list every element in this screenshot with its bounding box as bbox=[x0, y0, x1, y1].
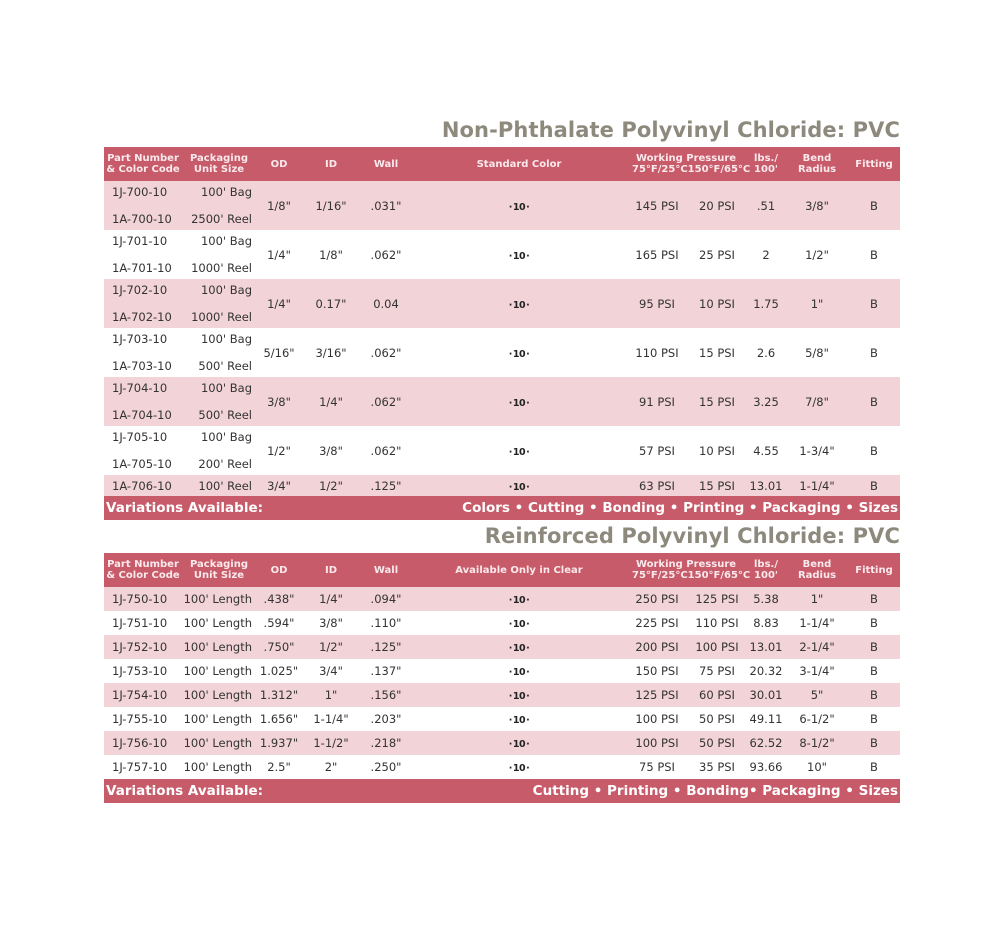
table-row bbox=[104, 377, 900, 426]
pressure-150-cell: 20 PSI bbox=[688, 181, 746, 230]
part-number-reel: 1A-700-10 bbox=[112, 212, 172, 226]
standard-color-cell bbox=[412, 731, 626, 755]
variations-list: Colors • Cutting • Bonding • Printing • Packaging • Sizes bbox=[462, 500, 898, 516]
part-number-cell bbox=[104, 328, 182, 377]
reinforced-variations-bar bbox=[104, 779, 900, 803]
od-cell: 1/8" bbox=[256, 181, 302, 230]
table-row bbox=[104, 181, 900, 230]
lbs-cell: 2.6 bbox=[756, 345, 776, 360]
header-id: ID bbox=[302, 147, 360, 181]
od-cell: 1.025" bbox=[259, 664, 299, 678]
temp-75: 75°F/25°C bbox=[632, 164, 688, 175]
standard-color-cell bbox=[412, 659, 626, 683]
packaging-stack bbox=[182, 230, 256, 279]
color-code-chip: · 10 · bbox=[509, 300, 529, 311]
reinforced-table-section bbox=[104, 553, 900, 803]
fitting-cell: B bbox=[848, 377, 900, 426]
part-number-reel: 1A-703-10 bbox=[112, 359, 172, 373]
lbs-cell: 3.25 bbox=[746, 377, 786, 426]
pressure-75-cell: 100 PSI bbox=[635, 712, 679, 726]
pvc-section-title: Non-Phthalate Polyvinyl Chloride: PVC bbox=[441, 118, 900, 142]
od-cell: 1.656" bbox=[259, 712, 299, 726]
part-number-cell: 1J-752-10 bbox=[104, 635, 182, 659]
id-cell: 3/16" bbox=[315, 345, 347, 360]
packaging-reel: 1000' Reel bbox=[191, 261, 252, 275]
part-number-cell bbox=[104, 181, 182, 230]
fitting-cell: B bbox=[870, 760, 878, 774]
wall-cell: .062" bbox=[370, 443, 402, 458]
header-color: Standard Color bbox=[412, 147, 626, 181]
lbs-cell: 4.55 bbox=[753, 443, 779, 458]
part-number-cell bbox=[104, 230, 182, 279]
table-row bbox=[104, 731, 900, 755]
pressure-150-cell: 50 PSI bbox=[688, 731, 746, 755]
part-number-stack bbox=[104, 377, 182, 426]
color-code-chip: · 10 · bbox=[509, 643, 529, 654]
packaging-cell bbox=[182, 328, 256, 377]
table-row bbox=[104, 707, 900, 731]
header-od: OD bbox=[256, 553, 302, 587]
fitting-cell: B bbox=[870, 443, 878, 458]
part-number-cell: 1J-751-10 bbox=[112, 616, 168, 630]
id-cell: 0.17" bbox=[302, 279, 360, 328]
pressure-75-cell: 100 PSI bbox=[626, 731, 688, 755]
table-row bbox=[104, 611, 900, 635]
wall-cell: .218" bbox=[360, 731, 412, 755]
color-code-chip: · 10 · bbox=[509, 763, 529, 774]
fitting-cell: B bbox=[870, 664, 878, 678]
packaging-bag: 100' Bag bbox=[200, 185, 252, 199]
working-pressure-label: Working Pressure bbox=[635, 153, 737, 164]
packaging-cell bbox=[182, 426, 256, 475]
color-code-chip: · 10 · bbox=[509, 667, 529, 678]
wall-cell: .110" bbox=[370, 616, 402, 630]
id-cell: 1-1/4" bbox=[313, 712, 349, 726]
lbs-cell: 5.38 bbox=[746, 587, 786, 611]
od-cell: 1.312" bbox=[256, 683, 302, 707]
packaging-cell: 100' Reel bbox=[182, 475, 256, 496]
bend-radius-cell: 8-1/2" bbox=[786, 731, 848, 755]
part-number-stack bbox=[104, 328, 182, 377]
lbs-cell: 49.11 bbox=[749, 712, 783, 726]
pressure-150-cell: 110 PSI bbox=[695, 616, 739, 630]
pressure-75-cell: 125 PSI bbox=[626, 683, 688, 707]
bend-radius-cell: 1-3/4" bbox=[799, 443, 835, 458]
table-row bbox=[104, 659, 900, 683]
part-number-stack bbox=[104, 230, 182, 279]
od-cell: 1/4" bbox=[256, 279, 302, 328]
packaging-cell bbox=[182, 279, 256, 328]
bend-radius-cell: 1-1/4" bbox=[786, 475, 848, 496]
id-cell: 3/8" bbox=[319, 443, 343, 458]
od-cell: 3/8" bbox=[256, 377, 302, 426]
header-packaging: Packaging Unit Size bbox=[182, 147, 256, 181]
wall-cell: .125" bbox=[360, 635, 412, 659]
lbs-cell: 62.52 bbox=[746, 731, 786, 755]
od-cell: .438" bbox=[256, 587, 302, 611]
wall-cell: .094" bbox=[360, 587, 412, 611]
color-code-chip: · 10 · bbox=[509, 398, 529, 409]
lbs-cell: 2 bbox=[762, 247, 770, 262]
fitting-cell: B bbox=[870, 345, 878, 360]
od-cell: 5/16" bbox=[263, 345, 295, 360]
header-part-number: Part Number & Color Code bbox=[104, 553, 182, 587]
packaging-reel: 2500' Reel bbox=[191, 212, 252, 226]
header-bend-radius: Bend Radius bbox=[786, 553, 848, 587]
packaging-cell: 100' Length bbox=[182, 683, 256, 707]
working-pressure-temps bbox=[626, 164, 751, 175]
temp-75: 75°F/25°C bbox=[632, 570, 688, 581]
color-code-chip: · 10 · bbox=[509, 619, 529, 630]
header-fitting: Fitting bbox=[848, 147, 900, 181]
part-number-reel: 1A-705-10 bbox=[112, 457, 172, 471]
table-row bbox=[104, 587, 900, 611]
standard-color-cell bbox=[412, 475, 626, 496]
packaging-cell: 100' Length bbox=[183, 664, 252, 678]
wall-cell: .062" bbox=[370, 345, 402, 360]
table-row bbox=[104, 475, 900, 496]
part-number-cell: 1J-757-10 bbox=[112, 760, 168, 774]
packaging-reel: 500' Reel bbox=[198, 408, 252, 422]
packaging-stack bbox=[182, 426, 256, 475]
packaging-reel: 500' Reel bbox=[198, 359, 252, 373]
part-number-bag: 1J-705-10 bbox=[112, 430, 168, 444]
variations-label: Variations Available: bbox=[106, 783, 264, 799]
bend-radius-cell: 1/2" bbox=[805, 247, 829, 262]
wall-cell: .137" bbox=[370, 664, 402, 678]
lbs-cell: 8.83 bbox=[753, 616, 779, 630]
pressure-75-cell: 225 PSI bbox=[635, 616, 679, 630]
pressure-150-cell: 50 PSI bbox=[699, 712, 735, 726]
part-number-bag: 1J-704-10 bbox=[112, 381, 168, 395]
fitting-cell: B bbox=[870, 712, 878, 726]
pressure-150-cell: 25 PSI bbox=[699, 247, 735, 262]
pressure-150-cell: 35 PSI bbox=[699, 760, 735, 774]
pressure-75-cell: 91 PSI bbox=[626, 377, 688, 426]
standard-color-cell bbox=[412, 683, 626, 707]
packaging-bag: 100' Bag bbox=[200, 234, 252, 248]
bend-radius-cell: 3-1/4" bbox=[799, 664, 835, 678]
standard-color-cell bbox=[412, 377, 626, 426]
reinforced-section-title: Reinforced Polyvinyl Chloride: PVC bbox=[484, 524, 900, 548]
part-number-reel: 1A-704-10 bbox=[112, 408, 172, 422]
bend-radius-cell: 10" bbox=[807, 760, 827, 774]
packaging-cell: 100' Length bbox=[182, 635, 256, 659]
color-code-chip: · 10 · bbox=[509, 202, 529, 213]
standard-color-cell bbox=[412, 279, 626, 328]
part-number-stack bbox=[104, 279, 182, 328]
table-row bbox=[104, 426, 900, 475]
od-cell: 3/4" bbox=[256, 475, 302, 496]
bend-radius-cell: 5/8" bbox=[805, 345, 829, 360]
fitting-cell: B bbox=[848, 475, 900, 496]
variations-list: Cutting • Printing • Bonding• Packaging • Sizes bbox=[532, 783, 898, 799]
packaging-cell: 100' Length bbox=[183, 712, 252, 726]
pressure-75-cell: 145 PSI bbox=[626, 181, 688, 230]
packaging-cell bbox=[182, 230, 256, 279]
part-number-bag: 1J-700-10 bbox=[112, 185, 168, 199]
part-number-bag: 1J-703-10 bbox=[112, 332, 168, 346]
standard-color-cell bbox=[412, 611, 626, 635]
fitting-cell: B bbox=[848, 279, 900, 328]
wall-cell: .031" bbox=[360, 181, 412, 230]
part-number-cell: 1A-706-10 bbox=[104, 475, 182, 496]
standard-color-cell bbox=[412, 755, 626, 779]
wall-cell: .125" bbox=[360, 475, 412, 496]
id-cell: 3/4" bbox=[319, 664, 343, 678]
header-lbs: lbs./ 100' bbox=[746, 147, 786, 181]
color-code-chip: · 10 · bbox=[509, 251, 529, 262]
pressure-75-cell: 95 PSI bbox=[626, 279, 688, 328]
pressure-150-cell: 100 PSI bbox=[688, 635, 746, 659]
color-code-chip: · 10 · bbox=[509, 739, 529, 750]
header-lbs: lbs./ 100' bbox=[746, 553, 786, 587]
lbs-cell: 20.32 bbox=[749, 664, 783, 678]
fitting-cell: B bbox=[870, 247, 878, 262]
pressure-75-cell: 75 PSI bbox=[639, 760, 675, 774]
header-working-pressure bbox=[626, 147, 751, 181]
part-number-cell bbox=[104, 279, 182, 328]
table-header-row bbox=[104, 553, 900, 587]
table-row bbox=[104, 683, 900, 707]
table-row bbox=[104, 328, 900, 377]
table-row bbox=[104, 755, 900, 779]
part-number-stack bbox=[104, 181, 182, 230]
wall-cell: 0.04 bbox=[360, 279, 412, 328]
color-code-chip: · 10 · bbox=[509, 715, 529, 726]
fitting-cell: B bbox=[848, 731, 900, 755]
packaging-cell: 100' Length bbox=[182, 587, 256, 611]
part-number-reel: 1A-701-10 bbox=[112, 261, 172, 275]
header-bend-radius: Bend Radius bbox=[786, 147, 848, 181]
lbs-cell: 1.75 bbox=[746, 279, 786, 328]
bend-radius-cell: 5" bbox=[786, 683, 848, 707]
lbs-cell: 30.01 bbox=[746, 683, 786, 707]
header-working-pressure bbox=[626, 553, 751, 587]
pvc-variations-bar bbox=[104, 496, 900, 520]
od-cell: 1/4" bbox=[267, 247, 291, 262]
bend-radius-cell: 7/8" bbox=[786, 377, 848, 426]
part-number-cell: 1J-750-10 bbox=[104, 587, 182, 611]
variations-label: Variations Available: bbox=[106, 500, 264, 516]
packaging-reel: 200' Reel bbox=[198, 457, 252, 471]
packaging-bag: 100' Bag bbox=[200, 430, 252, 444]
od-cell: 1.937" bbox=[256, 731, 302, 755]
standard-color-cell bbox=[412, 181, 626, 230]
working-pressure-label: Working Pressure bbox=[635, 559, 737, 570]
pressure-75-cell: 150 PSI bbox=[635, 664, 679, 678]
header-id: ID bbox=[302, 553, 360, 587]
packaging-stack bbox=[182, 328, 256, 377]
reinforced-spec-table bbox=[104, 553, 900, 779]
part-number-cell: 1J-756-10 bbox=[104, 731, 182, 755]
id-cell: 3/8" bbox=[319, 616, 343, 630]
standard-color-cell bbox=[412, 635, 626, 659]
bend-radius-cell: 3/8" bbox=[786, 181, 848, 230]
pressure-75-cell: 200 PSI bbox=[626, 635, 688, 659]
id-cell: 1-1/2" bbox=[302, 731, 360, 755]
pressure-75-cell: 110 PSI bbox=[635, 345, 679, 360]
id-cell: 1/8" bbox=[319, 247, 343, 262]
packaging-stack bbox=[182, 377, 256, 426]
packaging-reel: 1000' Reel bbox=[191, 310, 252, 324]
pressure-150-cell: 10 PSI bbox=[688, 279, 746, 328]
fitting-cell: B bbox=[848, 683, 900, 707]
bend-radius-cell: 1-1/4" bbox=[799, 616, 835, 630]
part-number-cell bbox=[104, 426, 182, 475]
pressure-75-cell: 57 PSI bbox=[639, 443, 675, 458]
color-code-chip: · 10 · bbox=[509, 691, 529, 702]
wall-cell: .250" bbox=[370, 760, 402, 774]
wall-cell: .203" bbox=[370, 712, 402, 726]
part-number-bag: 1J-701-10 bbox=[112, 234, 168, 248]
header-wall: Wall bbox=[360, 147, 412, 181]
lbs-cell: 93.66 bbox=[749, 760, 783, 774]
packaging-bag: 100' Bag bbox=[200, 381, 252, 395]
packaging-cell: 100' Length bbox=[182, 731, 256, 755]
color-code-chip: · 10 · bbox=[509, 349, 529, 360]
pvc-spec-table bbox=[104, 147, 900, 496]
bend-radius-cell: 1" bbox=[786, 587, 848, 611]
header-wall: Wall bbox=[360, 553, 412, 587]
lbs-cell: 13.01 bbox=[746, 475, 786, 496]
pressure-75-cell: 250 PSI bbox=[626, 587, 688, 611]
id-cell: 2" bbox=[324, 760, 338, 774]
packaging-bag: 100' Bag bbox=[200, 283, 252, 297]
wall-cell: .156" bbox=[360, 683, 412, 707]
part-number-cell: 1J-753-10 bbox=[112, 664, 168, 678]
standard-color-cell bbox=[412, 587, 626, 611]
temp-150: 150°F/65°C bbox=[687, 164, 751, 175]
fitting-cell: B bbox=[870, 616, 878, 630]
table-header-row bbox=[104, 147, 900, 181]
table-row bbox=[104, 230, 900, 279]
wall-cell: .062" bbox=[370, 247, 402, 262]
bend-radius-cell: 6-1/2" bbox=[799, 712, 835, 726]
standard-color-cell bbox=[412, 328, 626, 377]
packaging-bag: 100' Bag bbox=[200, 332, 252, 346]
pressure-150-cell: 125 PSI bbox=[688, 587, 746, 611]
color-code-chip: · 10 · bbox=[509, 482, 529, 493]
temp-150: 150°F/65°C bbox=[687, 570, 751, 581]
od-cell: .750" bbox=[256, 635, 302, 659]
id-cell: 1" bbox=[302, 683, 360, 707]
packaging-cell: 100' Length bbox=[183, 616, 252, 630]
pvc-table-section bbox=[104, 147, 900, 520]
pressure-150-cell: 15 PSI bbox=[688, 377, 746, 426]
od-cell: .594" bbox=[263, 616, 295, 630]
od-cell: 2.5" bbox=[267, 760, 291, 774]
id-cell: 1/2" bbox=[302, 635, 360, 659]
fitting-cell: B bbox=[848, 635, 900, 659]
part-number-cell: 1J-754-10 bbox=[104, 683, 182, 707]
od-cell: 1/2" bbox=[267, 443, 291, 458]
color-code-chip: · 10 · bbox=[509, 447, 529, 458]
packaging-stack bbox=[182, 181, 256, 230]
header-packaging: Packaging Unit Size bbox=[182, 553, 256, 587]
pressure-150-cell: 15 PSI bbox=[699, 345, 735, 360]
fitting-cell: B bbox=[848, 181, 900, 230]
id-cell: 1/2" bbox=[302, 475, 360, 496]
lbs-cell: 13.01 bbox=[746, 635, 786, 659]
part-number-cell: 1J-755-10 bbox=[112, 712, 168, 726]
packaging-cell bbox=[182, 377, 256, 426]
working-pressure-head bbox=[626, 153, 751, 175]
pressure-150-cell: 10 PSI bbox=[699, 443, 735, 458]
header-fitting: Fitting bbox=[848, 553, 900, 587]
packaging-cell bbox=[182, 181, 256, 230]
header-color: Available Only in Clear bbox=[412, 553, 626, 587]
header-part-number: Part Number & Color Code bbox=[104, 147, 182, 181]
part-number-reel: 1A-702-10 bbox=[112, 310, 172, 324]
packaging-cell: 100' Length bbox=[183, 760, 252, 774]
id-cell: 1/4" bbox=[302, 587, 360, 611]
packaging-stack bbox=[182, 279, 256, 328]
pressure-150-cell: 15 PSI bbox=[688, 475, 746, 496]
id-cell: 1/16" bbox=[302, 181, 360, 230]
standard-color-cell bbox=[412, 707, 626, 731]
bend-radius-cell: 2-1/4" bbox=[786, 635, 848, 659]
fitting-cell: B bbox=[848, 587, 900, 611]
color-code-chip: · 10 · bbox=[509, 595, 529, 606]
working-pressure-head bbox=[626, 559, 751, 581]
table-row bbox=[104, 279, 900, 328]
part-number-stack bbox=[104, 426, 182, 475]
part-number-cell bbox=[104, 377, 182, 426]
table-row bbox=[104, 635, 900, 659]
lbs-cell: .51 bbox=[746, 181, 786, 230]
pressure-75-cell: 165 PSI bbox=[635, 247, 679, 262]
pressure-75-cell: 63 PSI bbox=[626, 475, 688, 496]
bend-radius-cell: 1" bbox=[786, 279, 848, 328]
id-cell: 1/4" bbox=[302, 377, 360, 426]
part-number-bag: 1J-702-10 bbox=[112, 283, 168, 297]
pressure-150-cell: 75 PSI bbox=[699, 664, 735, 678]
wall-cell: .062" bbox=[360, 377, 412, 426]
pressure-150-cell: 60 PSI bbox=[688, 683, 746, 707]
working-pressure-temps bbox=[626, 570, 751, 581]
standard-color-cell bbox=[412, 426, 626, 475]
header-od: OD bbox=[256, 147, 302, 181]
standard-color-cell bbox=[412, 230, 626, 279]
